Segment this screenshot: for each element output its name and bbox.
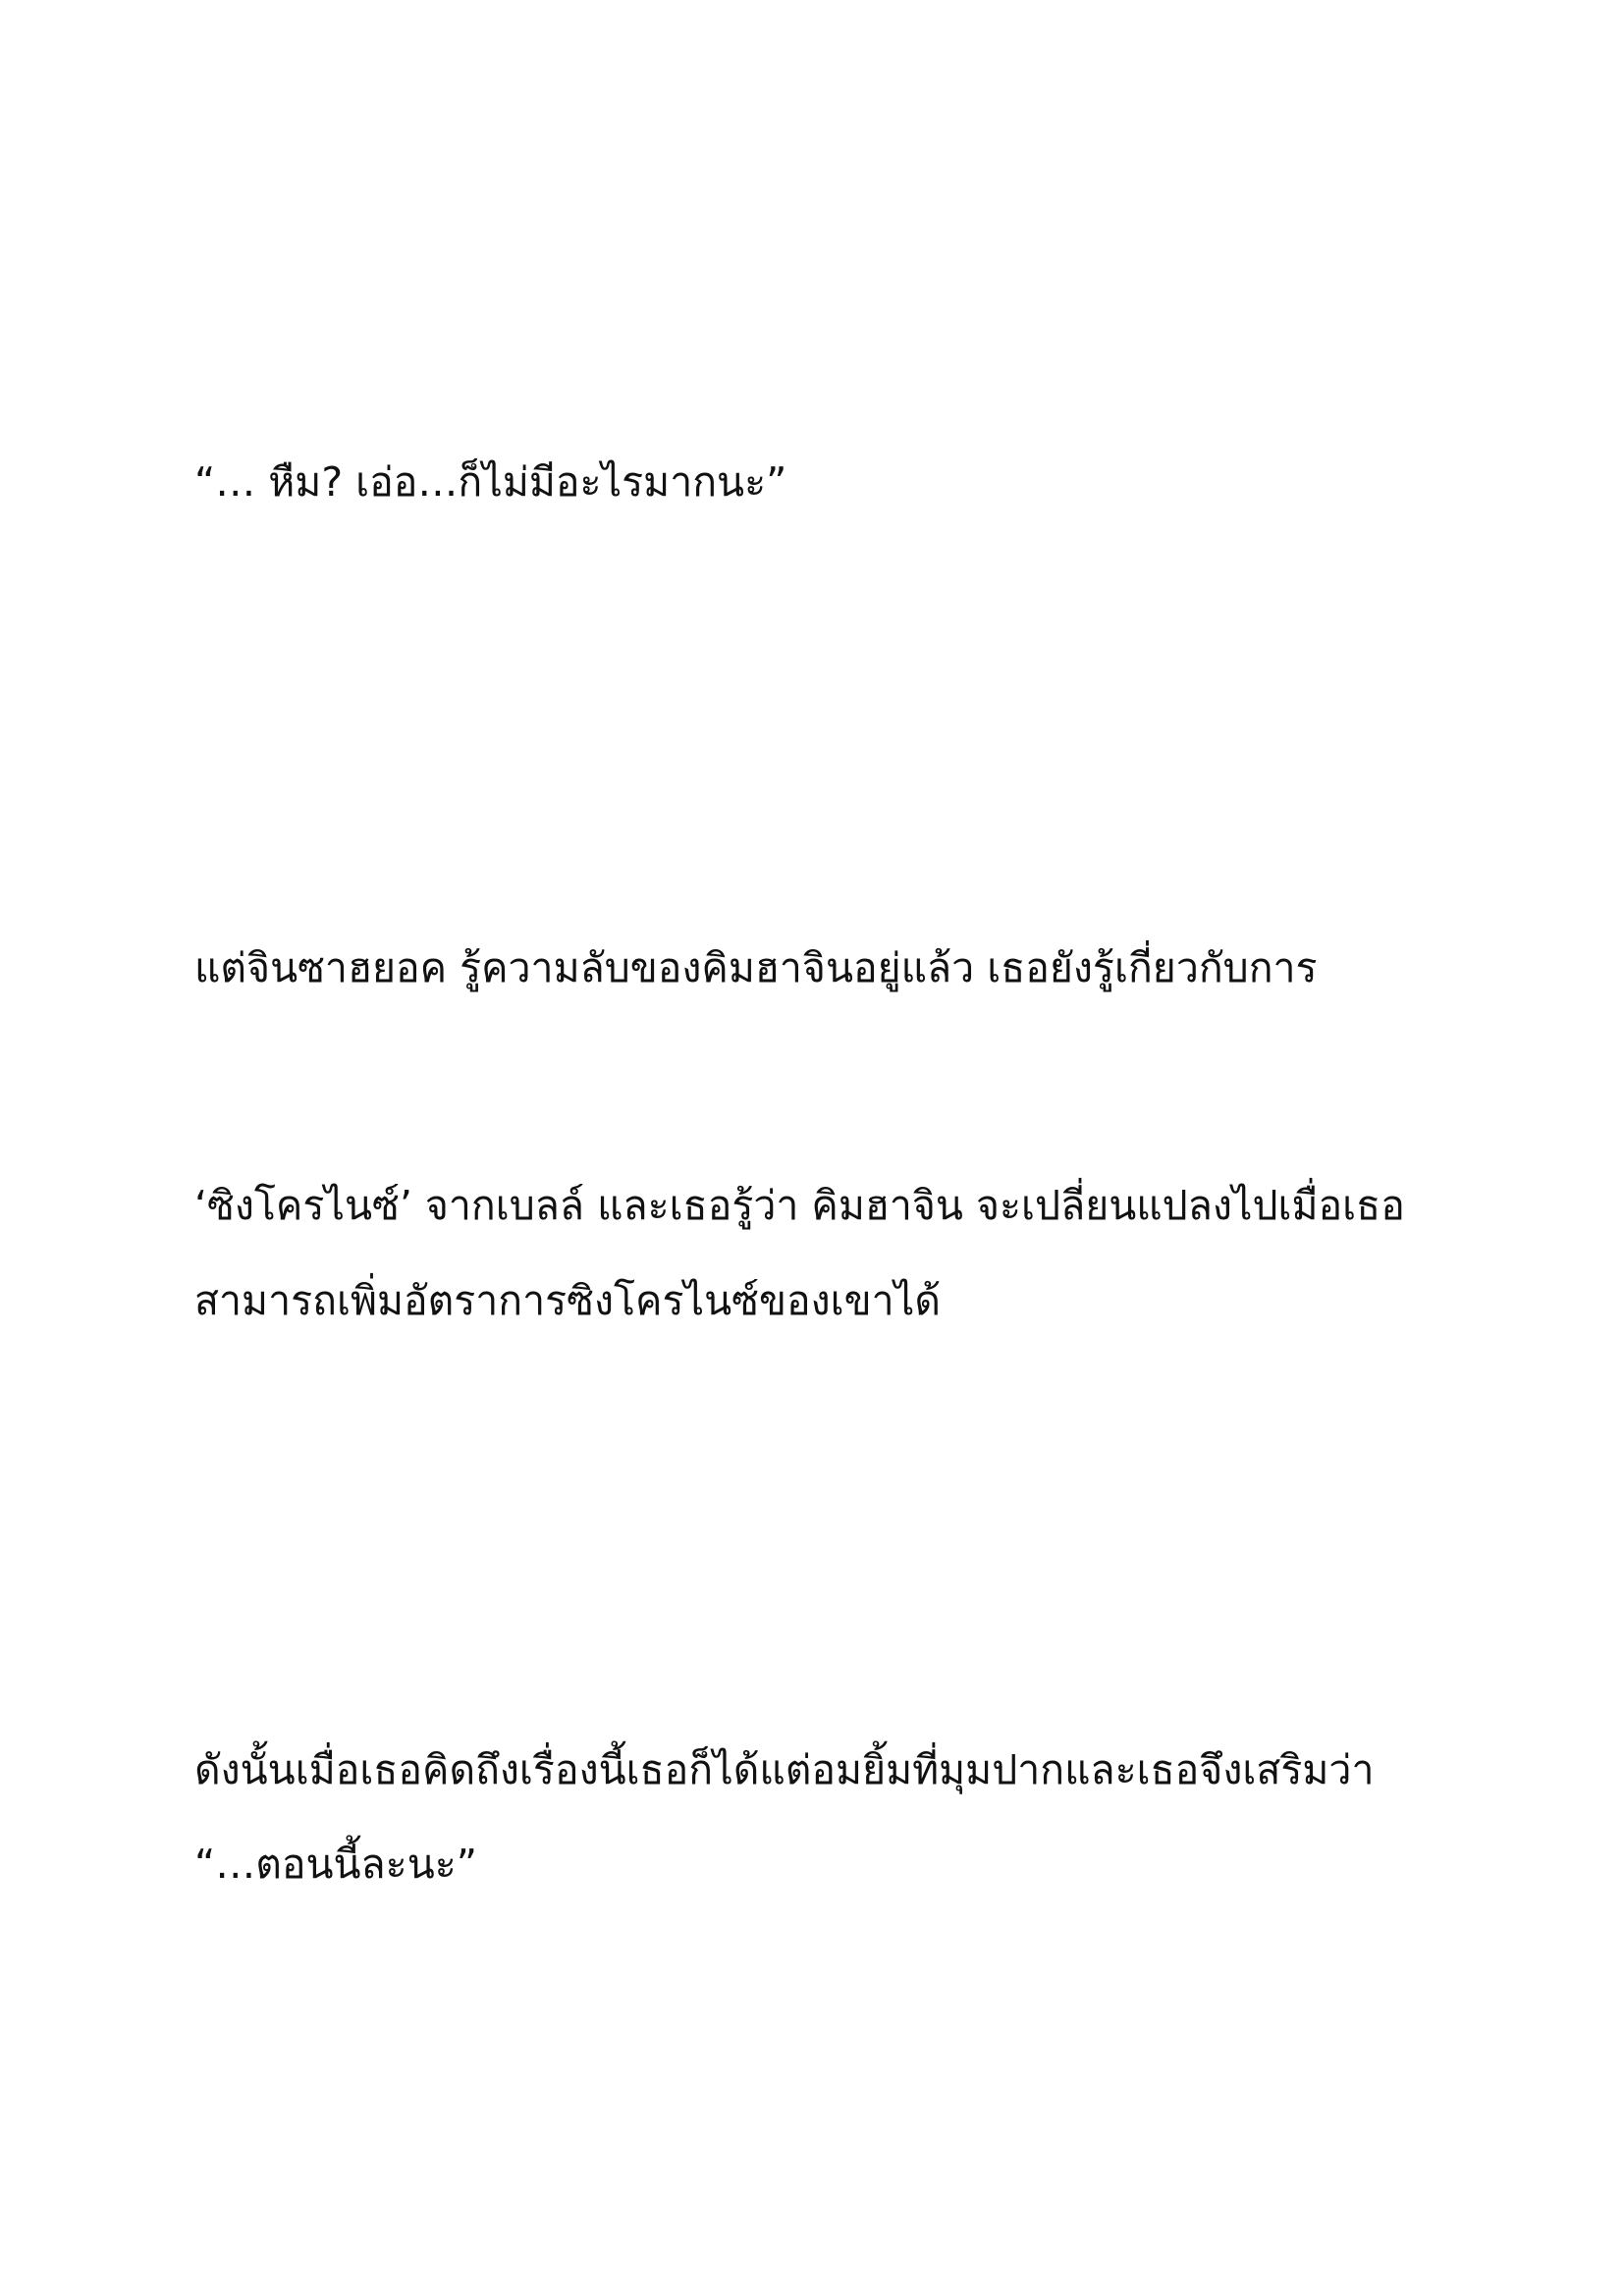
- dialogue-line: “… หืม? เอ่อ…ก็ไม่มีอะไรมากนะ”: [194, 458, 787, 506]
- dialogue-line: “…ตอนนี้ละนะ”: [194, 1841, 477, 1888]
- narration-line: แต่จินซาฮยอค รู้ความลับของคิมฮาจินอยู่แล้ว เธอยังรู้เกี่ยวกับการ: [194, 944, 1318, 991]
- narration-line: สามารถเพิ่มอัตราการซิงโครไนซ์ของเขาได้: [194, 1277, 941, 1324]
- narration-line: ‘ซิงโครไนซ์’ จากเบลล์ และเธอรู้ว่า คิมฮาจิน จะเปลี่ยนแปลงไปเมื่อเธอ: [194, 1182, 1405, 1229]
- narration-line: ดังนั้นเมื่อเธอคิดถึงเรื่องนี้เธอก็ได้แต่อมยิ้มที่มุมปากและเธอจึงเสริมว่า: [194, 1746, 1375, 1793]
